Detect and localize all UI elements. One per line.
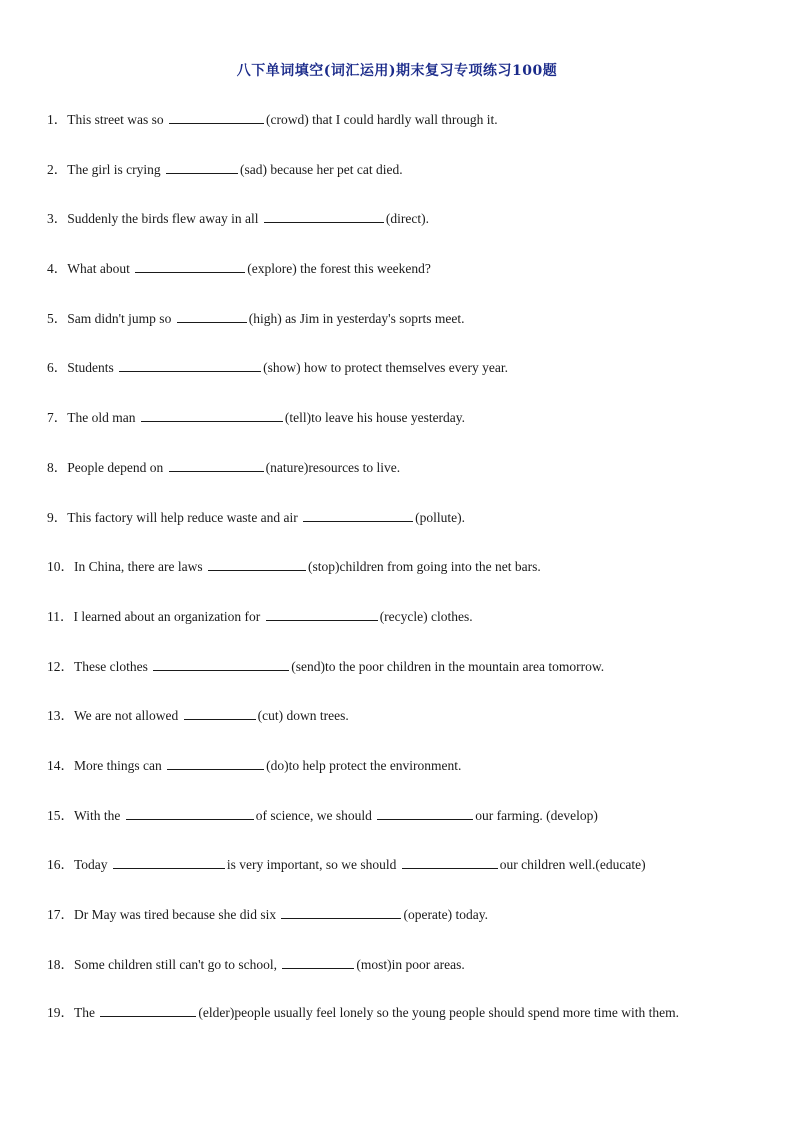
question-text: is very important, so we should xyxy=(226,857,400,873)
question-item xyxy=(47,159,737,209)
question-text: (crowd) that I could hardly wall through it. xyxy=(265,112,498,127)
answer-blank[interactable] xyxy=(281,904,401,919)
question-number: 1． xyxy=(47,112,68,127)
question-text: Dr May was tired because she did six xyxy=(74,907,280,922)
question-item xyxy=(47,556,737,606)
question-number: 8． xyxy=(47,459,68,475)
question-number: 4． xyxy=(47,261,68,277)
question-item xyxy=(47,755,737,805)
question-text: More things can xyxy=(74,757,166,773)
question-text: The old man xyxy=(67,410,139,426)
question-text: This street was so xyxy=(67,112,167,127)
question-text: (direct). xyxy=(385,211,429,227)
question-number: 17． xyxy=(47,907,74,922)
question-text: (pollute). xyxy=(415,509,466,525)
question-number: 3． xyxy=(47,211,68,227)
answer-blank[interactable] xyxy=(377,805,473,820)
page-title: 八下单词填空(词汇运用)期末复习专项练习100题 xyxy=(236,63,558,79)
question-item xyxy=(47,656,737,706)
question-text: our children well.(educate) xyxy=(499,857,646,873)
answer-blank[interactable] xyxy=(402,854,498,869)
answer-blank[interactable] xyxy=(153,656,289,671)
question-number: 9． xyxy=(47,509,68,525)
question-number: 12． xyxy=(47,658,74,674)
question-item xyxy=(47,805,737,855)
question-text: What about xyxy=(67,261,134,277)
question-text: (elder)people usually feel lonely so the young people should spend more time with them. xyxy=(198,1005,680,1021)
answer-blank[interactable] xyxy=(264,208,384,223)
question-item xyxy=(47,258,737,308)
question-text: In China, there are laws xyxy=(74,559,206,575)
question-item xyxy=(47,705,737,755)
question-text: our farming. (develop) xyxy=(475,807,598,823)
question-number: 11． xyxy=(47,608,74,624)
answer-blank[interactable] xyxy=(113,854,225,869)
question-text: (nature)resources to live. xyxy=(265,459,401,475)
question-text: This factory will help reduce waste and air xyxy=(67,509,302,525)
question-text: With the xyxy=(74,807,124,823)
answer-blank[interactable] xyxy=(184,705,256,720)
question-number: 19． xyxy=(47,1005,74,1021)
answer-blank[interactable] xyxy=(177,308,247,323)
question-item xyxy=(47,109,737,159)
question-item xyxy=(47,407,737,457)
question-text: Today xyxy=(74,857,111,873)
question-item xyxy=(47,457,737,507)
question-text: (stop)children from going into the net bars. xyxy=(307,559,541,575)
answer-blank[interactable] xyxy=(119,357,261,372)
question-list xyxy=(47,109,737,1031)
question-text: (high) as Jim in yesterday's soprts meet. xyxy=(248,310,465,326)
question-item xyxy=(47,606,737,656)
answer-blank[interactable] xyxy=(167,755,264,770)
question-number: 6． xyxy=(47,360,68,376)
question-number: 16． xyxy=(47,857,74,873)
question-text: We are not allowed xyxy=(74,708,182,724)
answer-blank[interactable] xyxy=(169,109,264,124)
question-text: (send)to the poor children in the mountain area tomorrow. xyxy=(291,658,605,674)
question-text: (cut) down trees. xyxy=(257,708,349,724)
question-text: Some children still can't go to school, xyxy=(74,956,281,972)
question-text: These clothes xyxy=(74,658,152,674)
question-text: (show) how to protect themselves every year. xyxy=(263,360,508,376)
question-item xyxy=(47,308,737,358)
answer-blank[interactable] xyxy=(141,407,283,422)
question-text: People depend on xyxy=(67,459,167,475)
answer-blank[interactable] xyxy=(208,556,306,571)
question-item xyxy=(47,904,737,954)
question-number: 10． xyxy=(47,559,74,575)
answer-blank[interactable] xyxy=(169,457,264,472)
question-text: (sad) because her pet cat died. xyxy=(239,161,403,177)
question-item xyxy=(47,507,737,557)
question-item xyxy=(47,995,737,1031)
question-number: 7． xyxy=(47,410,68,426)
question-text: (most)in poor areas. xyxy=(356,956,465,972)
question-text: (do)to help protect the environment. xyxy=(266,757,462,773)
question-text: (recycle) clothes. xyxy=(379,608,473,624)
answer-blank[interactable] xyxy=(282,954,354,969)
question-text: (explore) the forest this weekend? xyxy=(247,261,431,277)
answer-blank[interactable] xyxy=(166,159,238,174)
answer-blank[interactable] xyxy=(100,1002,196,1017)
question-number: 15． xyxy=(47,807,74,823)
question-text: (tell)to leave his house yesterday. xyxy=(284,410,466,426)
question-text: I learned about an organization for xyxy=(73,608,264,624)
question-number: 2． xyxy=(47,161,68,177)
answer-blank[interactable] xyxy=(303,507,413,522)
question-text: (operate) today. xyxy=(403,907,489,922)
answer-blank[interactable] xyxy=(126,805,254,820)
question-text: of science, we should xyxy=(255,807,376,823)
question-text: Students xyxy=(67,360,118,376)
question-text: The xyxy=(74,1005,99,1021)
answer-blank[interactable] xyxy=(266,606,378,621)
question-item xyxy=(47,357,737,407)
question-item xyxy=(47,854,737,904)
answer-blank[interactable] xyxy=(135,258,245,273)
question-text: Sam didn't jump so xyxy=(67,310,175,326)
question-text: The girl is crying xyxy=(67,161,164,177)
question-text: Suddenly the birds flew away in all xyxy=(67,211,262,227)
question-number: 18． xyxy=(47,956,74,972)
question-number: 13． xyxy=(47,708,74,724)
question-number: 5． xyxy=(47,310,68,326)
question-number: 14． xyxy=(47,757,74,773)
question-item xyxy=(47,208,737,258)
